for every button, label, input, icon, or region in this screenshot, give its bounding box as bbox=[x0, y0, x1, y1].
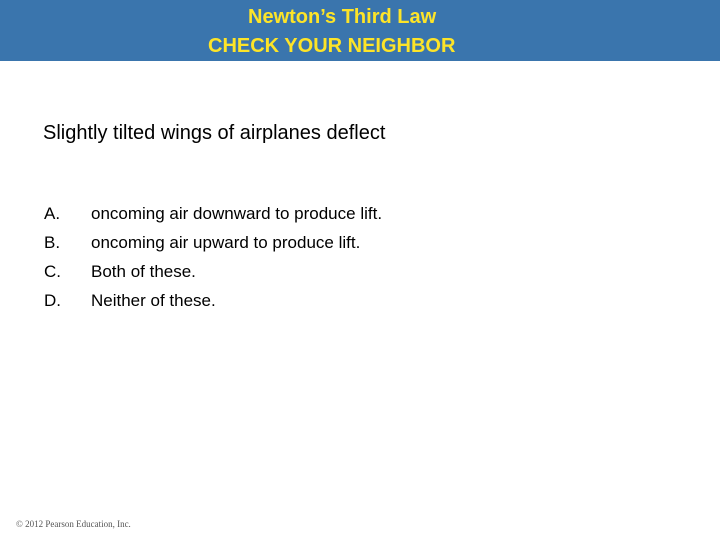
choice-text: Both of these. bbox=[91, 262, 196, 281]
choice-d bbox=[0, 289, 720, 318]
choice-letter: C. bbox=[44, 262, 61, 281]
choice-text: oncoming air downward to produce lift. bbox=[91, 204, 383, 223]
choice-text: Neither of these. bbox=[91, 291, 216, 310]
question-text: Slightly tilted wings of airplanes deflect bbox=[43, 122, 386, 144]
slide-subtitle: CHECK YOUR NEIGHBOR bbox=[208, 35, 456, 57]
choice-c bbox=[0, 260, 720, 289]
choice-text: oncoming air upward to produce lift. bbox=[91, 233, 361, 252]
choice-a bbox=[0, 202, 720, 231]
choice-b bbox=[0, 231, 720, 260]
title-bar bbox=[0, 0, 720, 61]
choice-letter: A. bbox=[44, 204, 61, 223]
choice-letter: D. bbox=[44, 291, 61, 310]
answer-choices bbox=[0, 202, 720, 318]
slide-title: Newton’s Third Law bbox=[248, 6, 437, 28]
copyright-notice: © 2012 Pearson Education, Inc. bbox=[16, 519, 131, 529]
choice-letter: B. bbox=[44, 233, 61, 252]
